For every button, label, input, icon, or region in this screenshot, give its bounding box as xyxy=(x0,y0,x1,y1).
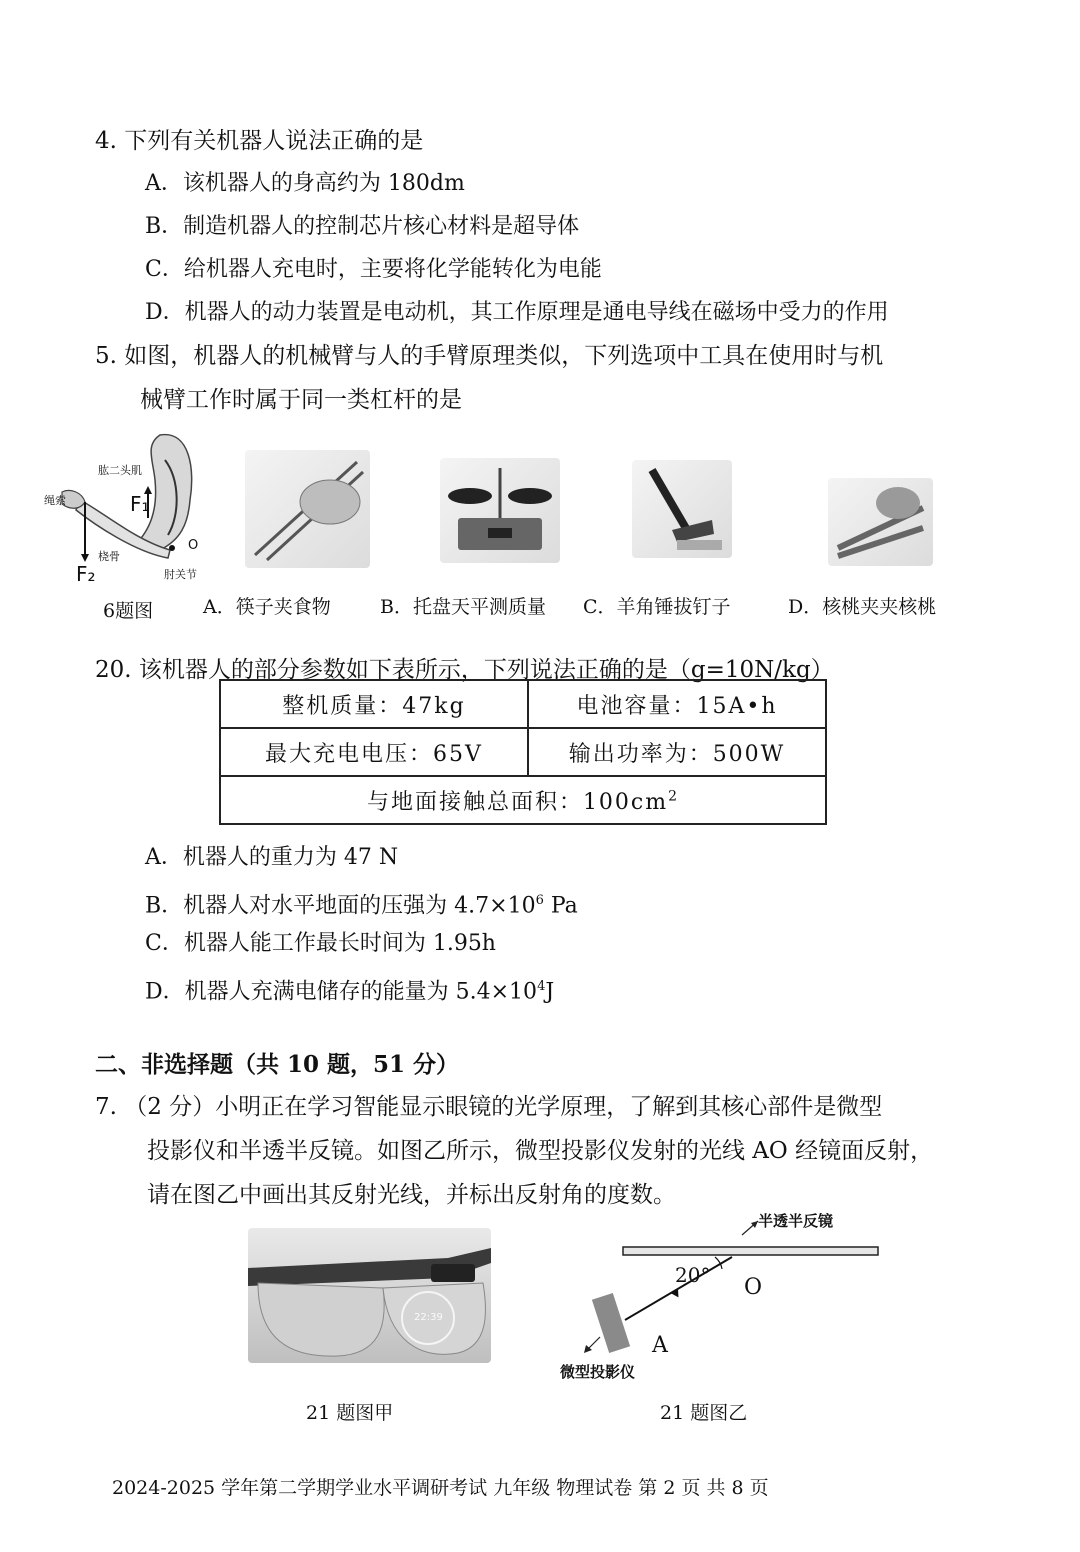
q20-option-b xyxy=(145,886,578,921)
label-radius: 桡骨 xyxy=(98,550,120,563)
smart-glasses-image xyxy=(248,1228,491,1363)
q20-option-b-exp: 6 xyxy=(535,893,544,908)
q4-option-d: D．机器人的动力装置是电动机，其工作原理是通电导线在磁场中受力的作用 xyxy=(145,300,889,325)
parameter-table xyxy=(219,679,827,825)
q4-option-c: C．给机器人充电时，主要将化学能转化为电能 xyxy=(145,257,602,282)
table-row xyxy=(220,680,826,728)
q20-option-d-exp: 4 xyxy=(537,979,546,994)
q20-option-c: C．机器人能工作最长时间为 1.95h xyxy=(145,931,496,956)
table-row xyxy=(220,728,826,776)
balance-image xyxy=(440,458,560,563)
label-f1: F₁ xyxy=(130,492,150,516)
q20-option-d-text: D．机器人充满电储存的能量为 5.4×10 xyxy=(145,979,538,1005)
q5-option-d: D．核桃夹夹核桃 xyxy=(788,596,937,618)
reflection-diagram-svg xyxy=(560,1205,900,1385)
label-rope: 绳索 xyxy=(44,494,66,507)
q20-option-d xyxy=(145,972,554,1007)
chopsticks-icon xyxy=(245,450,370,568)
q5-option-a: A．筷子夹食物 xyxy=(203,596,331,618)
label-half-mirror: 半透半反镜 xyxy=(758,1212,834,1230)
table-cell-voltage: 最大充电电压：65V xyxy=(220,728,528,776)
table-cell-mass: 整机质量：47kg xyxy=(220,680,528,728)
label-f2: F₂ xyxy=(76,562,96,586)
q5-option-b: B．托盘天平测质量 xyxy=(380,596,546,618)
q20-stem: 20. 该机器人的部分参数如下表所示，下列说法正确的是（g=10N/kg） xyxy=(95,657,834,683)
reflection-diagram xyxy=(560,1205,900,1385)
q20-option-b-unit: Pa xyxy=(543,893,578,919)
fig-b-caption: 21 题图乙 xyxy=(660,1402,748,1424)
nutcracker-icon xyxy=(828,478,933,566)
q7-line1: 7. （2 分）小明正在学习智能显示眼镜的光学原理，了解到其核心部件是微型 xyxy=(95,1094,883,1120)
q4-stem: 4. 下列有关机器人说法正确的是 xyxy=(95,128,424,154)
q7-line2: 投影仪和半透半反镜。如图乙所示，微型投影仪发射的光线 AO 经镜面反射， xyxy=(147,1138,934,1164)
smart-glasses-icon xyxy=(248,1228,491,1363)
table-cell-battery: 电池容量：15A•h xyxy=(528,680,826,728)
parameter-table-wrapper xyxy=(219,679,827,825)
fig-a-caption: 21 题图甲 xyxy=(306,1402,394,1424)
table-cell-power: 输出功率为：500W xyxy=(528,728,826,776)
label-biceps: 肱二头肌 xyxy=(98,464,142,477)
q5-stem-line1: 5. 如图，机器人的机械臂与人的手臂原理类似，下列选项中工具在使用时与机 xyxy=(95,343,884,369)
area-exponent: 2 xyxy=(668,788,680,805)
hammer-icon xyxy=(632,460,732,558)
q7-line3: 请在图乙中画出其反射光线，并标出反射角的度数。 xyxy=(147,1182,676,1208)
label-projector: 微型投影仪 xyxy=(560,1363,636,1381)
section2-title: 二、非选择题（共 10 题，51 分） xyxy=(95,1051,460,1078)
q4-option-b: B．制造机器人的控制芯片核心材料是超导体 xyxy=(145,214,580,239)
balance-scale-icon xyxy=(440,458,560,563)
label-o: O xyxy=(188,538,199,553)
q20-option-d-unit: J xyxy=(545,979,555,1005)
area-text: 与地面接触总面积：100cm xyxy=(366,789,669,815)
q20-option-a: A．机器人的重力为 47 N xyxy=(145,845,399,870)
label-angle: 20° xyxy=(675,1263,711,1287)
q5-stem-line2: 械臂工作时属于同一类杠杆的是 xyxy=(140,387,462,413)
label-elbow: 肘关节 xyxy=(164,568,197,581)
label-point-o: O xyxy=(744,1275,763,1300)
arm-lever-figure xyxy=(40,430,210,590)
page-footer: 2024-2025 学年第二学期学业水平调研考试 九年级 物理试卷 第 2 页 共 8 页 xyxy=(112,1477,769,1499)
table-row xyxy=(220,776,826,824)
arm-figure-caption: 6题图 xyxy=(103,600,154,622)
glasses-display-time: 22:39 xyxy=(414,1312,443,1323)
chopsticks-image xyxy=(245,450,370,568)
q20-option-b-text: B．机器人对水平地面的压强为 4.7×10 xyxy=(145,893,536,919)
nutcracker-image xyxy=(828,478,933,566)
claw-hammer-image xyxy=(632,460,732,558)
q4-option-a: A．该机器人的身高约为 180dm xyxy=(145,171,465,196)
table-cell-area xyxy=(220,776,826,824)
label-point-a: A xyxy=(652,1333,668,1358)
q5-option-c: C．羊角锤拔钉子 xyxy=(583,596,731,618)
